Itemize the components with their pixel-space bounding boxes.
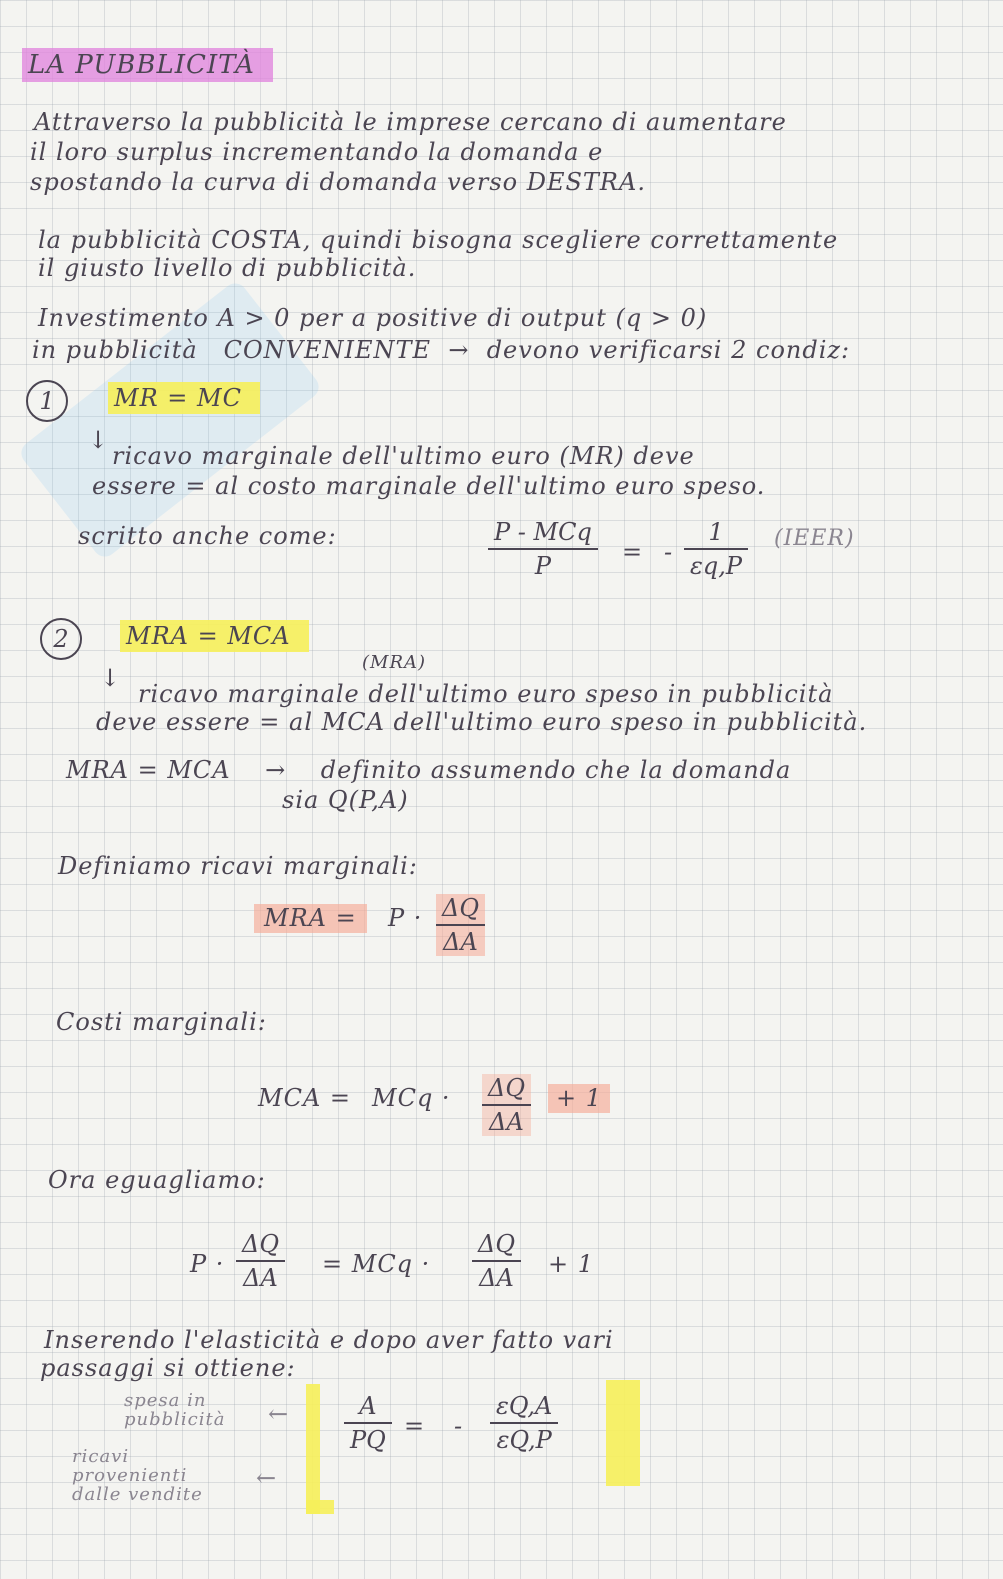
- equate-lhs-fraction: [236, 1230, 285, 1292]
- fraction-bar: [344, 1422, 392, 1424]
- investment-suffix: devono verificarsi 2 condiz:: [486, 336, 851, 364]
- highlight-bracket-left-foot: [306, 1500, 334, 1514]
- condition-1-number: 1: [26, 380, 68, 422]
- side-note-line: provenienti: [72, 1464, 188, 1486]
- fraction-denominator: ΔA: [479, 1264, 514, 1292]
- side-note-revenue: [72, 1448, 203, 1505]
- arrow-left-icon: ←: [268, 1400, 289, 1428]
- mra-fraction: [436, 894, 485, 956]
- condition-1-text-2: essere = al costo marginale dell'ultimo euro speso.: [92, 472, 766, 500]
- side-note-line: spesa in: [124, 1390, 207, 1411]
- cost-line-2: il giusto livello di pubblicità.: [38, 254, 417, 282]
- investment-prefix: in pubblicità: [32, 336, 198, 364]
- fraction-denominator: εQ,P: [496, 1426, 552, 1454]
- convenient-label: CONVENIENTE: [223, 336, 432, 364]
- fraction-numerator: ΔQ: [478, 1230, 516, 1258]
- minus-sign: -: [664, 538, 674, 566]
- fraction-denominator: P: [534, 552, 551, 580]
- condition-1-rhs-fraction: [684, 518, 748, 580]
- side-note-line: ricavi: [72, 1446, 130, 1467]
- equate-rhs-fraction: [472, 1230, 521, 1292]
- side-note-spending: [124, 1392, 225, 1430]
- investment-line-2: [32, 336, 850, 365]
- fraction-denominator: εq,P: [690, 552, 743, 580]
- fraction-numerator: A: [359, 1392, 377, 1420]
- fraction-numerator: P - MCq: [494, 518, 592, 546]
- arrow-right-icon: →: [265, 756, 287, 784]
- final-lhs-fraction: [344, 1392, 392, 1454]
- fraction-denominator: PQ: [350, 1426, 386, 1454]
- mra-annotation: (MRA): [362, 652, 427, 673]
- investment-line-1: Investimento A > 0 per a positive di output (q > 0): [38, 304, 708, 332]
- definition-text-1: definito assumendo che la domanda: [320, 756, 792, 784]
- highlight-bracket-left: [306, 1384, 320, 1514]
- condition-1-text-1: ricavo marginale dell'ultimo euro (MR) deve: [112, 442, 695, 470]
- fraction-bar: [482, 1104, 531, 1106]
- fraction-bar: [236, 1260, 285, 1262]
- condition-2-formula-text: MRA = MCA: [120, 620, 309, 652]
- equate-plus-one: + 1: [548, 1250, 595, 1278]
- cost-line-1: la pubblicità COSTA, quindi bisogna scegliere correttamente: [38, 226, 839, 254]
- fraction-numerator: ΔQ: [488, 1074, 526, 1102]
- equate-mid: = MCq ·: [322, 1250, 431, 1278]
- condition-1-formula: [108, 384, 260, 413]
- condition-2-formula: [120, 622, 309, 651]
- marginal-revenue-heading: Definiamo ricavi marginali:: [58, 852, 418, 880]
- ieer-tag: (IEER): [774, 526, 855, 551]
- final-minus: -: [454, 1412, 464, 1440]
- fraction-numerator: 1: [708, 518, 724, 546]
- fraction-bar: [488, 548, 598, 550]
- fraction-numerator: ΔQ: [442, 894, 480, 922]
- fraction-bar: [472, 1260, 521, 1262]
- final-equals: =: [404, 1412, 426, 1440]
- final-text-2: passaggi si ottiene:: [40, 1354, 296, 1382]
- intro-line-2: il loro surplus incrementando la domanda e: [30, 138, 604, 166]
- marginal-cost-heading: Costi marginali:: [56, 1008, 267, 1036]
- condition-1-formula-text: MR = MC: [108, 382, 260, 414]
- definition-lhs: MRA = MCA: [66, 756, 231, 784]
- fraction-bar: [684, 548, 748, 550]
- condition-2-text-1: ricavo marginale dell'ultimo euro speso in pubblicità: [138, 680, 834, 708]
- fraction-bar: [490, 1422, 558, 1424]
- also-written-label: scritto anche come:: [78, 522, 337, 550]
- fraction-denominator: ΔA: [489, 1108, 524, 1136]
- mra-lhs: MRA =: [254, 904, 367, 933]
- equate-p: P ·: [190, 1250, 225, 1278]
- arrow-down-icon: ↓: [100, 664, 121, 692]
- fraction-numerator: εQ,A: [496, 1392, 553, 1420]
- arrow-left-icon: ←: [256, 1464, 277, 1492]
- definition-text-2: sia Q(P,A): [282, 786, 409, 814]
- mca-plus-one: + 1: [548, 1084, 610, 1113]
- highlight-bracket-right: [606, 1380, 640, 1486]
- arrow-down-icon: ↓: [88, 426, 109, 454]
- equate-heading: Ora eguagliamo:: [48, 1166, 266, 1194]
- condition-1-lhs-fraction: [488, 518, 598, 580]
- fraction-bar: [436, 924, 485, 926]
- intro-line-1: Attraverso la pubblicità le imprese cercano di aumentare: [34, 108, 787, 136]
- fraction-denominator: ΔA: [243, 1264, 278, 1292]
- condition-2-text-2: deve essere = al MCA dell'ultimo euro speso in pubblicità.: [96, 708, 868, 736]
- mca-mcq: MCq ·: [372, 1084, 451, 1112]
- mca-lhs: MCA =: [258, 1084, 352, 1112]
- condition-2-number: 2: [40, 618, 82, 660]
- mra-p: P ·: [388, 904, 423, 932]
- side-note-line: pubblicità: [124, 1408, 226, 1430]
- equals-sign: =: [622, 538, 644, 566]
- final-rhs-fraction: [490, 1392, 558, 1454]
- title-text: LA PUBBLICITÀ: [22, 48, 273, 82]
- arrow-right-icon: →: [448, 336, 470, 364]
- final-text-1: Inserendo l'elasticità e dopo aver fatto vari: [44, 1326, 614, 1354]
- mca-fraction: [482, 1074, 531, 1136]
- intro-line-3: spostando la curva di domanda verso DESTRA.: [30, 168, 646, 196]
- page-title: [22, 50, 273, 81]
- mra-mca-definition: [66, 756, 791, 785]
- fraction-numerator: ΔQ: [242, 1230, 280, 1258]
- fraction-denominator: ΔA: [443, 928, 478, 956]
- side-note-line: dalle vendite: [72, 1483, 203, 1505]
